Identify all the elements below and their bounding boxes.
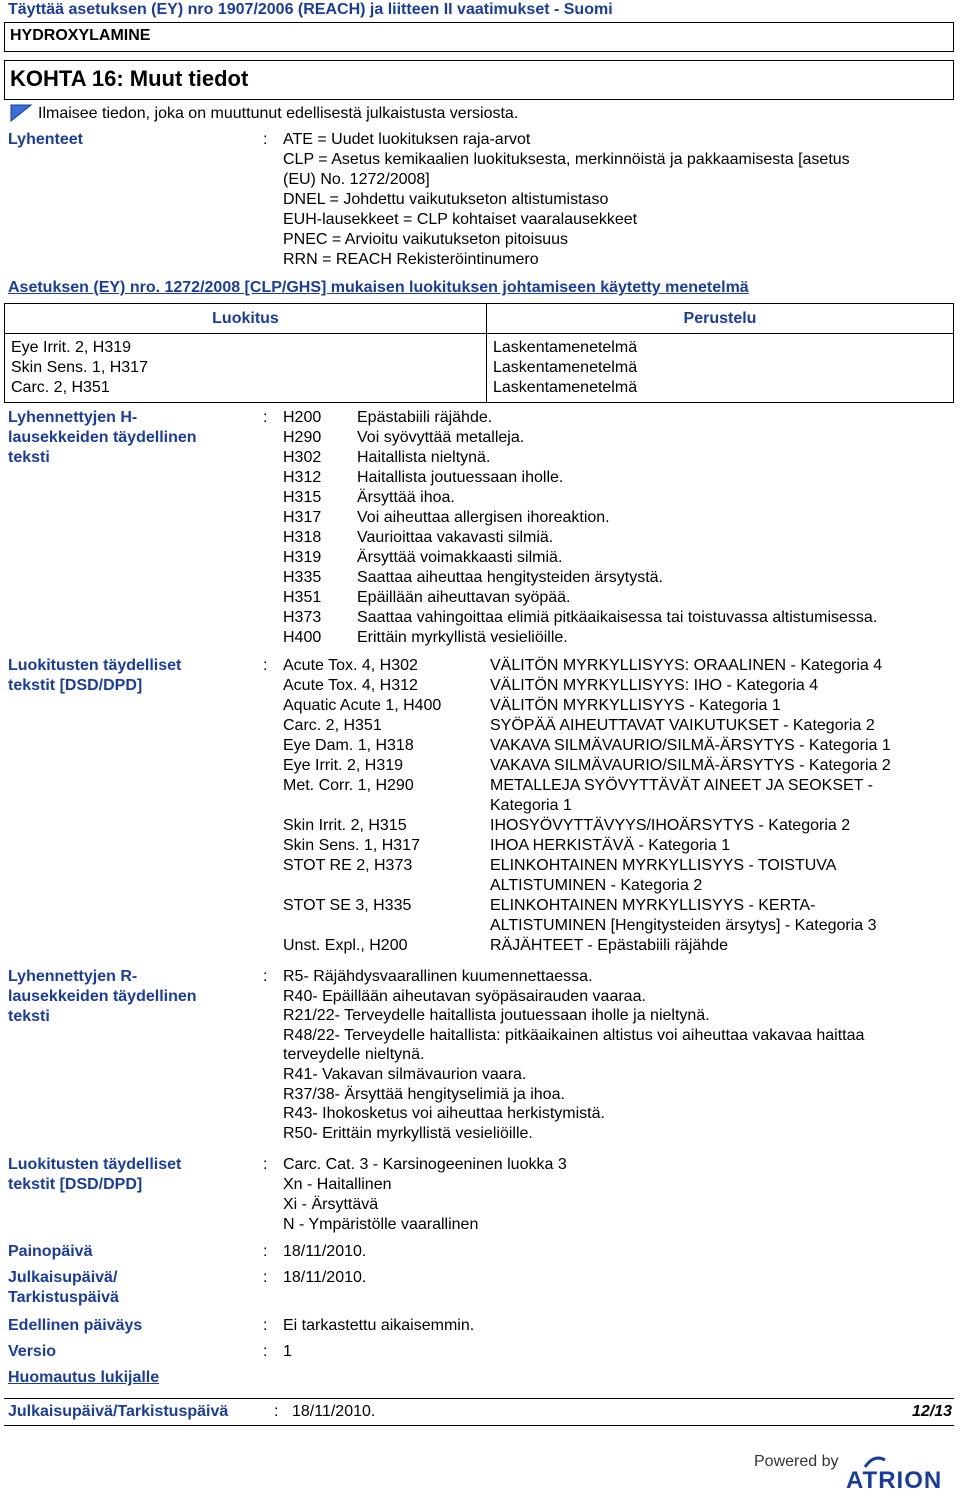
h-statements-colon: : xyxy=(263,409,268,426)
footer-date-label: Julkaisupäivä/Tarkistuspäivä xyxy=(8,1403,229,1420)
class-name: Unst. Expl., H200 xyxy=(283,937,408,954)
h-code: H319 xyxy=(283,549,322,566)
label-line: Lyhennettyjen R- xyxy=(8,968,138,985)
issue-date-colon: : xyxy=(263,1269,268,1286)
table-header-row xyxy=(5,304,954,334)
class-text xyxy=(490,696,781,716)
dsd-classifications-label xyxy=(8,1155,248,1195)
h-text: Haitallista joutuessaan iholle. xyxy=(357,469,564,486)
table-row xyxy=(5,334,954,403)
abbreviation-line: PNEC = Arvioitu vaikutukseton pitoisuus xyxy=(283,231,569,248)
label-line: lausekkeiden täydellinen xyxy=(8,988,197,1005)
list-item xyxy=(283,776,953,816)
h-text: Saattaa aiheuttaa hengitysteiden ärsytystä. xyxy=(357,569,663,586)
previous-date-label: Edellinen päiväys xyxy=(8,1317,143,1334)
abbreviations-label: Lyhenteet xyxy=(8,131,83,148)
previous-date-colon: : xyxy=(263,1317,268,1334)
clp-classifications-colon: : xyxy=(263,657,268,674)
label-line: Lyhennettyjen H- xyxy=(8,409,138,426)
classification-value: Skin Sens. 1, H317 xyxy=(11,359,148,376)
h-text: Ärsyttää voimakkaasti silmiä. xyxy=(357,549,563,566)
clp-classifications-list xyxy=(283,656,953,956)
h-text: Voi aiheuttaa allergisen ihoreaktion. xyxy=(357,509,610,526)
class-name: Eye Dam. 1, H318 xyxy=(283,737,414,754)
version-value: 1 xyxy=(283,1343,292,1360)
list-item xyxy=(283,716,953,736)
class-text-line: VAKAVA SILMÄVAURIO/SILMÄ-ÄRSYTYS - Kategoria 2 xyxy=(490,757,891,774)
h-statements-list xyxy=(283,408,948,648)
method-heading: Asetuksen (EY) nro. 1272/2008 [CLP/GHS] mukaisen luokituksen johtamiseen käytetty menetelmä xyxy=(8,279,749,296)
h-code: H312 xyxy=(283,469,322,486)
brand-text: ATRION xyxy=(846,1467,943,1494)
list-item xyxy=(283,676,953,696)
abbreviation-line: DNEL = Johdettu vaikutukseton altistumistaso xyxy=(283,191,609,208)
list-item xyxy=(283,836,953,856)
h-code: H290 xyxy=(283,429,322,446)
class-text-line: ALTISTUMINEN [Hengitysteiden ärsytys] - Kategoria 3 xyxy=(490,917,877,934)
class-text xyxy=(490,836,730,856)
classification-value: Carc. 2, H351 xyxy=(11,379,110,396)
class-text-line: METALLEJA SYÖVYTTÄVÄT AINEET JA SEOKSET - xyxy=(490,777,873,794)
dsd-line: Xn - Haitallinen xyxy=(283,1176,392,1193)
class-name: Acute Tox. 4, H312 xyxy=(283,677,418,694)
class-text-line: ELINKOHTAINEN MYRKYLLISYYS - TOISTUVA xyxy=(490,857,837,874)
class-text-line: RÄJÄHTEET - Epästabiili räjähde xyxy=(490,937,729,954)
notice-to-reader-label: Huomautus lukijalle xyxy=(8,1369,160,1386)
r-phrase-line: R50- Erittäin myrkyllistä vesieliöille. xyxy=(283,1124,533,1142)
atrion-logo xyxy=(752,1448,960,1494)
label-line: tekstit [DSD/DPD] xyxy=(8,1176,143,1193)
class-text-line: Kategoria 1 xyxy=(490,797,572,814)
issue-date-value: 18/11/2010. xyxy=(283,1269,367,1286)
h-code: H335 xyxy=(283,569,322,586)
list-item xyxy=(283,548,948,568)
list-item xyxy=(283,628,948,648)
label-line: Luokitusten täydelliset xyxy=(8,657,182,674)
classification-method-table xyxy=(4,303,954,403)
list-item xyxy=(283,936,953,956)
label-line: Luokitusten täydelliset xyxy=(8,1156,182,1173)
r-phrase-line: R41- Vakavan silmävaurion vaara. xyxy=(283,1065,527,1083)
footer-date-value: 18/11/2010. xyxy=(292,1403,376,1420)
label-line: teksti xyxy=(8,449,50,466)
revision-note: Ilmaisee tiedon, joka on muuttunut edellisestä julkaistusta versiosta. xyxy=(38,105,519,122)
h-code: H317 xyxy=(283,509,322,526)
h-text: Epäillään aiheuttavan syöpää. xyxy=(357,589,571,606)
class-text-line: VÄLITÖN MYRKYLLISYYS - Kategoria 1 xyxy=(490,697,781,714)
r-phrase-line: R43- Ihokosketus voi aiheuttaa herkistymistä. xyxy=(283,1105,605,1123)
h-code: H400 xyxy=(283,629,322,646)
list-item xyxy=(283,428,948,448)
basis-cell xyxy=(487,334,954,403)
col-classification-header: Luokitus xyxy=(5,304,487,334)
class-text xyxy=(490,776,873,816)
class-name: STOT RE 2, H373 xyxy=(283,857,413,874)
class-text-line: IHOA HERKISTÄVÄ - Kategoria 1 xyxy=(490,837,731,854)
class-text xyxy=(490,716,875,736)
h-text: Vaurioittaa vakavasti silmiä. xyxy=(357,529,554,546)
list-item xyxy=(283,736,953,756)
page-number: 12/13 xyxy=(911,1403,952,1420)
product-name: HYDROXYLAMINE xyxy=(10,27,151,44)
class-text xyxy=(490,656,882,676)
print-date-value: 18/11/2010. xyxy=(283,1243,367,1260)
h-text: Haitallista nieltynä. xyxy=(357,449,491,466)
dsd-line: N - Ympäristölle vaarallinen xyxy=(283,1216,479,1233)
list-item xyxy=(283,756,953,776)
abbreviation-line: EUH-lausekkeet = CLP kohtaiset vaaralausekkeet xyxy=(283,211,638,228)
h-code: H351 xyxy=(283,589,322,606)
list-item xyxy=(283,588,948,608)
r-phrase-line: R40- Epäillään aiheutavan syöpäsairauden vaaraa. xyxy=(283,987,646,1005)
class-name: Aquatic Acute 1, H400 xyxy=(283,697,442,714)
class-text-line: VÄLITÖN MYRKYLLISYYS: ORAALINEN - Kategoria 4 xyxy=(490,657,883,674)
r-phrases-label xyxy=(8,967,248,1027)
h-text: Ärsyttää ihoa. xyxy=(357,489,455,506)
h-text: Erittäin myrkyllistä vesieliöille. xyxy=(357,629,568,646)
class-text xyxy=(490,896,877,936)
previous-date-value: Ei tarkastettu aikaisemmin. xyxy=(283,1317,475,1334)
print-date-label: Painopäivä xyxy=(8,1243,93,1260)
list-item xyxy=(283,528,948,548)
class-name: Acute Tox. 4, H302 xyxy=(283,657,418,674)
class-text-line: VAKAVA SILMÄVAURIO/SILMÄ-ÄRSYTYS - Kategoria 1 xyxy=(490,737,891,754)
list-item xyxy=(283,408,948,428)
list-item xyxy=(283,816,953,836)
class-text-line: ALTISTUMINEN - Kategoria 2 xyxy=(490,877,703,894)
r-phrase-line: terveydelle nieltynä. xyxy=(283,1046,425,1064)
class-name: Met. Corr. 1, H290 xyxy=(283,777,414,794)
list-item xyxy=(283,656,953,676)
dsd-classifications-colon: : xyxy=(263,1156,268,1173)
issue-date-label xyxy=(8,1268,248,1308)
r-phrase-line: R21/22- Terveydelle haitallista joutuessaan iholle ja nieltynä. xyxy=(283,1007,710,1025)
class-text-line: VÄLITÖN MYRKYLLISYYS: IHO - Kategoria 4 xyxy=(490,677,819,694)
class-text xyxy=(490,816,850,836)
list-item xyxy=(283,488,948,508)
r-phrase-line: R37/38- Ärsyttää hengityselimiä ja ihoa. xyxy=(283,1085,565,1103)
classification-cell xyxy=(5,334,487,403)
list-item xyxy=(283,696,953,716)
abbreviations-list xyxy=(283,130,943,270)
h-text: Saattaa vahingoittaa elimiä pitkäaikaisessa tai toistuvassa altistumisessa. xyxy=(357,609,878,626)
class-text-line: SYÖPÄÄ AIHEUTTAVAT VAIKUTUKSET - Kategoria 2 xyxy=(490,717,875,734)
label-line: tekstit [DSD/DPD] xyxy=(8,677,143,694)
h-text: Voi syövyttää metalleja. xyxy=(357,429,525,446)
class-text xyxy=(490,936,728,956)
list-item xyxy=(283,448,948,468)
class-text-line: ELINKOHTAINEN MYRKYLLISYYS - KERTA- xyxy=(490,897,816,914)
r-phrases-list xyxy=(283,967,948,1143)
class-name: Skin Irrit. 2, H315 xyxy=(283,817,407,834)
print-date-colon: : xyxy=(263,1243,268,1260)
abbreviation-line: ATE = Uudet luokituksen raja-arvot xyxy=(283,131,531,148)
class-text xyxy=(490,736,891,756)
h-code: H302 xyxy=(283,449,322,466)
h-code: H318 xyxy=(283,529,322,546)
h-code: H373 xyxy=(283,609,322,626)
powered-by-text: Powered by xyxy=(754,1453,839,1470)
dsd-line: Carc. Cat. 3 - Karsinogeeninen luokka 3 xyxy=(283,1156,567,1173)
h-statements-label xyxy=(8,408,248,468)
h-text: Epästabiili räjähde. xyxy=(357,409,493,426)
label-line: Julkaisupäivä/ xyxy=(8,1269,118,1286)
list-item xyxy=(283,856,953,896)
dsd-classifications-list xyxy=(283,1155,948,1235)
list-item xyxy=(283,468,948,488)
class-text xyxy=(490,856,836,896)
list-item xyxy=(283,508,948,528)
class-name: Eye Irrit. 2, H319 xyxy=(283,757,404,774)
label-line: lausekkeiden täydellinen xyxy=(8,429,197,446)
section-title: KOHTA 16: Muut tiedot xyxy=(10,66,249,91)
abbreviation-line: RRN = REACH Rekisteröintinumero xyxy=(283,251,539,268)
list-item xyxy=(283,608,948,628)
class-text xyxy=(490,676,818,696)
r-phrase-line: R5- Räjähdysvaarallinen kuumennettaessa. xyxy=(283,968,593,985)
basis-value: Laskentamenetelmä xyxy=(493,339,638,356)
class-text-line: IHOSYÖVYTTÄVYYS/IHOÄRSYTYS - Kategoria 2 xyxy=(490,817,851,834)
document-header-title: Täyttää asetuksen (EY) nro 1907/2006 (REACH) ja liitteen II vaatimukset - Suomi xyxy=(8,1,613,18)
list-item xyxy=(283,568,948,588)
label-line: Tarkistuspäivä xyxy=(8,1289,119,1306)
class-name: STOT SE 3, H335 xyxy=(283,897,412,914)
clp-classifications-label xyxy=(8,656,248,696)
version-colon: : xyxy=(263,1343,268,1360)
col-basis-header: Perustelu xyxy=(487,304,954,334)
class-text xyxy=(490,756,891,776)
footer-colon: : xyxy=(274,1403,279,1420)
revision-marker-icon xyxy=(10,104,32,122)
dsd-line: Xi - Ärsyttävä xyxy=(283,1196,379,1213)
abbreviations-colon: : xyxy=(263,131,268,148)
version-label: Versio xyxy=(8,1343,57,1360)
abbreviation-line: CLP = Asetus kemikaalien luokituksesta, merkinnöistä ja pakkaamisesta [asetus xyxy=(283,151,850,168)
basis-value: Laskentamenetelmä xyxy=(493,379,638,396)
basis-value: Laskentamenetelmä xyxy=(493,359,638,376)
r-phrase-line: R48/22- Terveydelle haitallista: pitkäaikainen altistus voi aiheuttaa vakavaa haittaa xyxy=(283,1026,865,1044)
abbreviation-line: (EU) No. 1272/2008] xyxy=(283,171,430,188)
h-code: H200 xyxy=(283,409,322,426)
r-phrases-colon: : xyxy=(263,968,268,985)
classification-value: Eye Irrit. 2, H319 xyxy=(11,339,132,356)
label-line: teksti xyxy=(8,1008,50,1025)
class-name: Carc. 2, H351 xyxy=(283,717,382,734)
h-code: H315 xyxy=(283,489,322,506)
list-item xyxy=(283,896,953,936)
class-name: Skin Sens. 1, H317 xyxy=(283,837,420,854)
